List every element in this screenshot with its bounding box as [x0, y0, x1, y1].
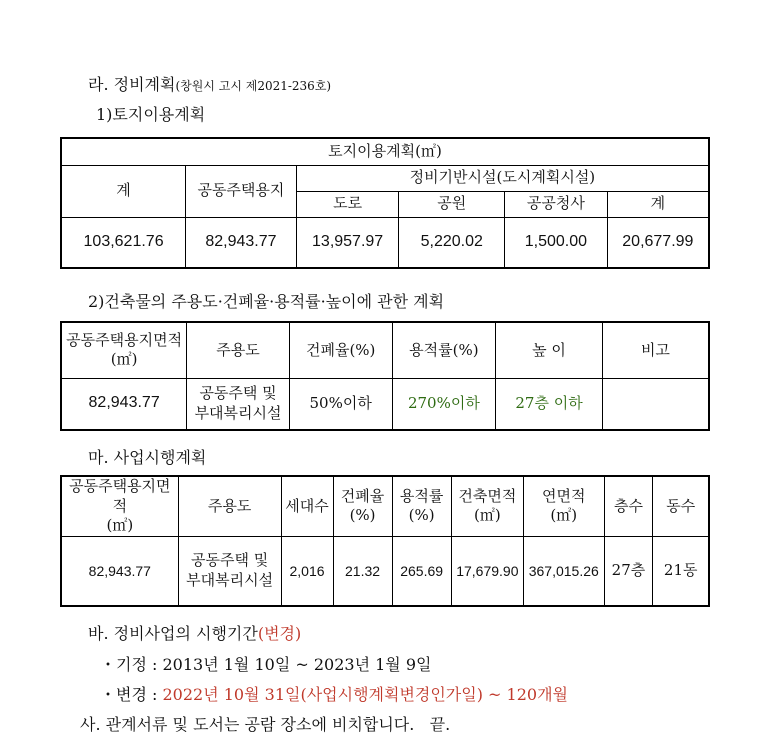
- p-h-coverage: [333, 476, 392, 536]
- cell-public: 1,500.00: [505, 217, 608, 268]
- col-housing-header: 공동주택용지: [186, 165, 297, 217]
- p-cell-floors: 27층: [604, 536, 653, 606]
- section-ra-title: 라. 정비계획: [88, 75, 176, 94]
- section-ba-title: 바. 정비사업의 시행기간: [88, 624, 258, 643]
- h-area-unit: (㎡): [110, 350, 138, 369]
- cell-coverage: 50%이하: [289, 378, 392, 430]
- p-cell-households: 2,016: [281, 536, 333, 606]
- p-h-floor-area-unit: (㎡): [550, 506, 578, 525]
- period-change-value: 2022년 10월 31일(사업시행계획변경인가일) ~ 120개월: [162, 685, 568, 704]
- p-h-area-unit: (㎡): [106, 516, 134, 534]
- land-use-table: [60, 137, 710, 269]
- p-h-far-unit: (%): [408, 506, 435, 525]
- section-sa-text: 사. 관계서류 및 도서는 공람 장소에 비치합니다.: [80, 715, 415, 734]
- h-use: 주용도: [187, 322, 290, 378]
- p-h-coverage-label: 건폐율: [340, 486, 385, 505]
- cell-use: [187, 378, 290, 430]
- p-h-area-label: 공동주택용지면적: [69, 477, 171, 515]
- period-existing: ・기정 : 2013년 1월 10일 ~ 2023년 1월 9일: [100, 655, 432, 674]
- p-cell-use-line1: 공동주택 및: [190, 551, 269, 570]
- p-h-floor-area-label: 연면적: [542, 486, 586, 505]
- col-public-header: 공공청사: [505, 191, 608, 217]
- h-area-label: 공동주택용지면적: [66, 330, 183, 349]
- p-h-building-area-unit: (㎡): [473, 506, 501, 525]
- p-h-far-label: 용적률: [399, 486, 444, 505]
- p-h-area: [61, 476, 178, 536]
- p-cell-coverage: 21.32: [333, 536, 392, 606]
- cell-height: 27층 이하: [496, 378, 603, 430]
- col-total-header: 계: [61, 165, 186, 217]
- cell-road: 13,957.97: [296, 217, 399, 268]
- p-cell-floor-area: 367,015.26: [524, 536, 604, 606]
- building-plan-table: [60, 321, 710, 431]
- p-h-floor-area: [524, 476, 604, 536]
- period-change: [100, 682, 568, 705]
- section-sa: [80, 712, 450, 735]
- p-cell-far: 265.69: [392, 536, 451, 606]
- cell-area: 82,943.77: [61, 378, 187, 430]
- p-h-buildings: 동수: [653, 476, 709, 536]
- p-cell-use: [178, 536, 281, 606]
- section-ma-title: 마. 사업시행계획: [88, 448, 207, 467]
- p-cell-use-line2: 부대복리시설: [186, 570, 274, 589]
- building-plan-subheading: 2)건축물의 주용도·건폐율·용적률·높이에 관한 계획: [88, 292, 445, 311]
- cell-total: 103,621.76: [61, 217, 186, 268]
- changed-tag: (변경): [257, 624, 302, 643]
- col-road-header: 도로: [296, 191, 399, 217]
- p-h-far: [392, 476, 451, 536]
- h-far: 용적률(%): [392, 322, 496, 378]
- section-ba-heading: [88, 621, 301, 644]
- cell-far: 270%이하: [392, 378, 496, 430]
- project-table: [60, 475, 710, 607]
- p-cell-buildings: 21동: [653, 536, 709, 606]
- h-coverage: 건폐율(%): [289, 322, 392, 378]
- land-use-caption: 토지이용계획(㎡): [61, 138, 709, 165]
- end-mark: 끝.: [429, 715, 451, 734]
- col-park-header: 공원: [399, 191, 505, 217]
- p-h-coverage-unit: (%): [349, 506, 376, 525]
- col-infra-header: 정비기반시설(도시계획시설): [296, 165, 709, 191]
- h-area: [61, 322, 187, 378]
- p-h-building-area-label: 건축면적: [458, 486, 517, 505]
- cell-park: 5,220.02: [399, 217, 505, 268]
- cell-housing: 82,943.77: [186, 217, 297, 268]
- cell-use-line2: 부대복리시설: [194, 403, 282, 422]
- p-cell-building-area: 17,679.90: [451, 536, 523, 606]
- cell-subtotal: 20,677.99: [607, 217, 709, 268]
- p-h-use: 주용도: [178, 476, 281, 536]
- p-h-floors: 층수: [604, 476, 653, 536]
- col-subtotal-header: 계: [607, 191, 709, 217]
- p-h-building-area: [451, 476, 523, 536]
- cell-use-line1: 공동주택 및: [199, 384, 277, 403]
- h-remark: 비고: [602, 322, 709, 378]
- section-ra-note: (창원시 고시 제2021-236호): [175, 79, 332, 93]
- p-h-households: 세대수: [281, 476, 333, 536]
- section-ra-heading: [88, 72, 331, 95]
- cell-remark: [602, 378, 709, 430]
- land-use-subheading: 1)토지이용계획: [96, 105, 206, 124]
- period-change-label: ・변경 :: [100, 685, 163, 704]
- h-height: 높 이: [496, 322, 603, 378]
- p-cell-area: 82,943.77: [61, 536, 178, 606]
